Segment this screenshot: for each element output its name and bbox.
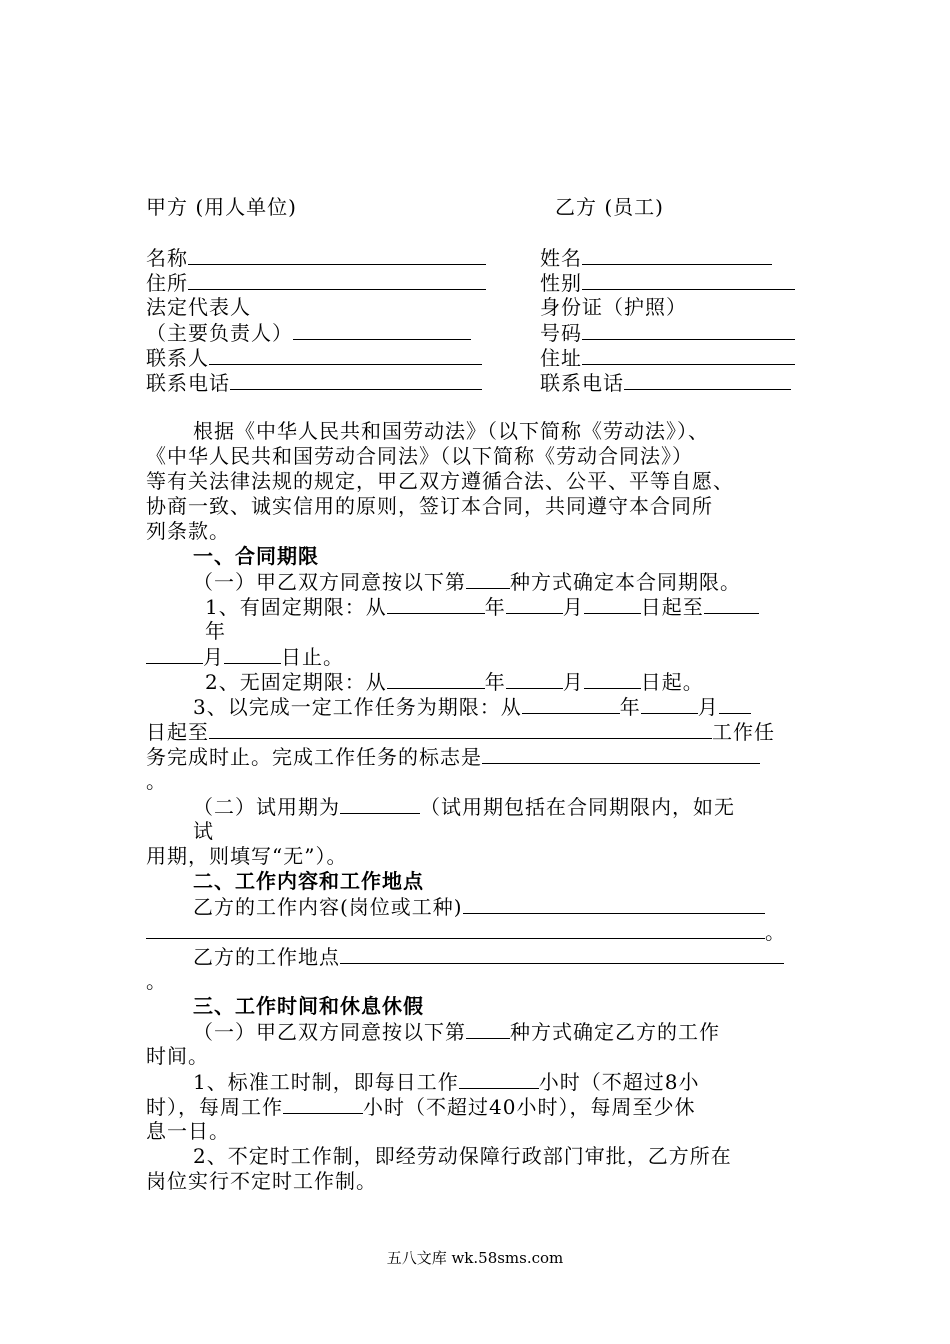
blank-line [146, 644, 203, 664]
blank-line [582, 320, 795, 340]
blank-line [146, 919, 765, 939]
blank-line [704, 594, 759, 614]
field-label: （主要负责人） [146, 321, 293, 345]
text: （一）甲乙双方同意按以下第 [193, 570, 466, 594]
blank-line [584, 669, 641, 689]
text: 1、标准工时制，即每日工作 [193, 1070, 459, 1094]
field-label: 名称 [146, 246, 188, 270]
field-label: 联系人 [146, 346, 209, 370]
text: 月 [562, 595, 584, 619]
text: 年 [484, 670, 506, 694]
party-b-address-field [540, 345, 795, 370]
party-a-heading: 甲方 (用人单位) [146, 195, 297, 219]
text: 月 [562, 670, 584, 694]
text: 乙方的工作内容(岗位或工种) [193, 895, 463, 919]
preamble-line: 等有关法律法规的规定，甲乙双方遵循合法、公平、平等自愿、 [146, 469, 734, 493]
party-a-address-field [146, 270, 486, 295]
work-time-wrap: 时间。 [146, 1044, 209, 1068]
text: 年 [619, 695, 641, 719]
task-term-line [193, 694, 751, 719]
open-term-line [205, 669, 704, 694]
text: 种方式确定乙方的工作 [510, 1020, 720, 1044]
party-b-name-field [540, 245, 772, 270]
probation-end-line: 用期，则填写“无”）。 [146, 844, 348, 868]
period-mark: 。 [146, 769, 167, 793]
blank-line [387, 594, 485, 614]
blank-line [463, 894, 765, 914]
work-content-blank [146, 919, 786, 944]
blank-line [466, 569, 510, 589]
standard-hours-line [193, 1069, 699, 1094]
section-title: 一、合同期限 [193, 544, 319, 568]
field-label: 住所 [146, 271, 188, 295]
footer-watermark: 五八文库 wk.58sms.com [386, 1249, 564, 1267]
probation-wrap: 试 [193, 819, 214, 843]
blank-line [641, 694, 698, 714]
probation-line [193, 794, 735, 819]
work-location-line [193, 944, 784, 969]
task-term-end-line [146, 719, 775, 744]
text: 日起。 [640, 670, 704, 694]
field-label: 联系电话 [540, 371, 624, 395]
field-label: 姓名 [540, 246, 582, 270]
blank-line [230, 370, 482, 390]
field-label: 性别 [540, 271, 582, 295]
work-content-line [193, 894, 765, 919]
text: （试用期包括在合同期限内，如无 [420, 795, 735, 819]
text: 种方式确定本合同期限。 [510, 570, 741, 594]
work-time-method-line [193, 1019, 720, 1044]
blank-line [387, 669, 485, 689]
text: 年 [484, 595, 506, 619]
task-completion-line [146, 744, 760, 769]
party-b-heading: 乙方 (员工) [555, 195, 664, 219]
text: 2、无固定期限：从 [205, 670, 387, 694]
blank-line [340, 944, 784, 964]
party-a-phone-field [146, 370, 482, 395]
blank-line [522, 694, 620, 714]
party-b-phone-field [540, 370, 791, 395]
text: （一）甲乙双方同意按以下第 [193, 1020, 466, 1044]
standard-hours-week-line [146, 1094, 695, 1119]
party-b-id-label: 身份证（护照） [540, 295, 687, 319]
blank-line [188, 245, 486, 265]
blank-line [719, 694, 751, 714]
party-b-gender-field [540, 270, 795, 295]
party-a-name-field [146, 245, 486, 270]
text: 3、以完成一定工作任务为期限：从 [193, 695, 522, 719]
text: 务完成时止。完成工作任务的标志是 [146, 745, 482, 769]
party-a-contact-field [146, 345, 482, 370]
blank-line [506, 669, 563, 689]
fixed-term-line [205, 594, 759, 619]
blank-line [582, 270, 795, 290]
fixed-term-year: 年 [205, 619, 226, 643]
blank-line [482, 744, 760, 764]
text: 乙方的工作地点 [193, 945, 340, 969]
text: 时），每周工作 [146, 1095, 283, 1119]
blank-line [459, 1069, 539, 1089]
blank-line [188, 270, 486, 290]
preamble-line: 列条款。 [146, 519, 230, 543]
blank-line [283, 1094, 363, 1114]
section-title: 二、工作内容和工作地点 [193, 869, 424, 893]
preamble-line: 协商一致、诚实信用的原则，签订本合同，共同遵守本合同所 [146, 494, 713, 518]
blank-line [506, 594, 563, 614]
blank-line [293, 320, 471, 340]
preamble-line: 《中华人民共和国劳动合同法》（以下简称《劳动合同法》） [146, 444, 693, 468]
text: 月 [697, 695, 719, 719]
period-mark: 。 [146, 969, 167, 993]
section-title: 三、工作时间和休息休假 [193, 994, 424, 1018]
field-label: 号码 [540, 321, 582, 345]
party-a-principal-field [146, 320, 471, 345]
party-b-id-number-field [540, 320, 795, 345]
fixed-term-end-line [146, 644, 344, 669]
blank-line [340, 794, 420, 814]
party-a-legal-rep-label: 法定代表人 [146, 295, 251, 319]
blank-line [582, 345, 795, 365]
blank-line [209, 719, 712, 739]
blank-line [209, 345, 482, 365]
text: 小时（不超过40小时），每周至少休 [363, 1095, 696, 1119]
preamble-line: 根据《中华人民共和国劳动法》（以下简称《劳动法》）、 [193, 419, 709, 443]
text: （二）试用期为 [193, 795, 340, 819]
blank-line [224, 644, 281, 664]
term-method-line [193, 569, 741, 594]
flex-hours-end: 岗位实行不定时工作制。 [146, 1169, 377, 1193]
field-label: 联系电话 [146, 371, 230, 395]
text: 日止。 [281, 645, 344, 669]
text: 。 [765, 920, 786, 944]
text: 日起至 [146, 720, 209, 744]
blank-line [466, 1019, 510, 1039]
text: 日起至 [640, 595, 704, 619]
flex-hours-line: 2、不定时工作制，即经劳动保障行政部门审批，乙方所在 [193, 1144, 732, 1168]
blank-line [624, 370, 791, 390]
standard-hours-end: 息一日。 [146, 1119, 230, 1143]
field-label: 住址 [540, 346, 582, 370]
text: 月 [203, 645, 224, 669]
text: 1、有固定期限：从 [205, 595, 387, 619]
blank-line [582, 245, 772, 265]
text: 小时（不超过8小 [538, 1070, 700, 1094]
text: 工作任 [712, 720, 775, 744]
blank-line [584, 594, 641, 614]
